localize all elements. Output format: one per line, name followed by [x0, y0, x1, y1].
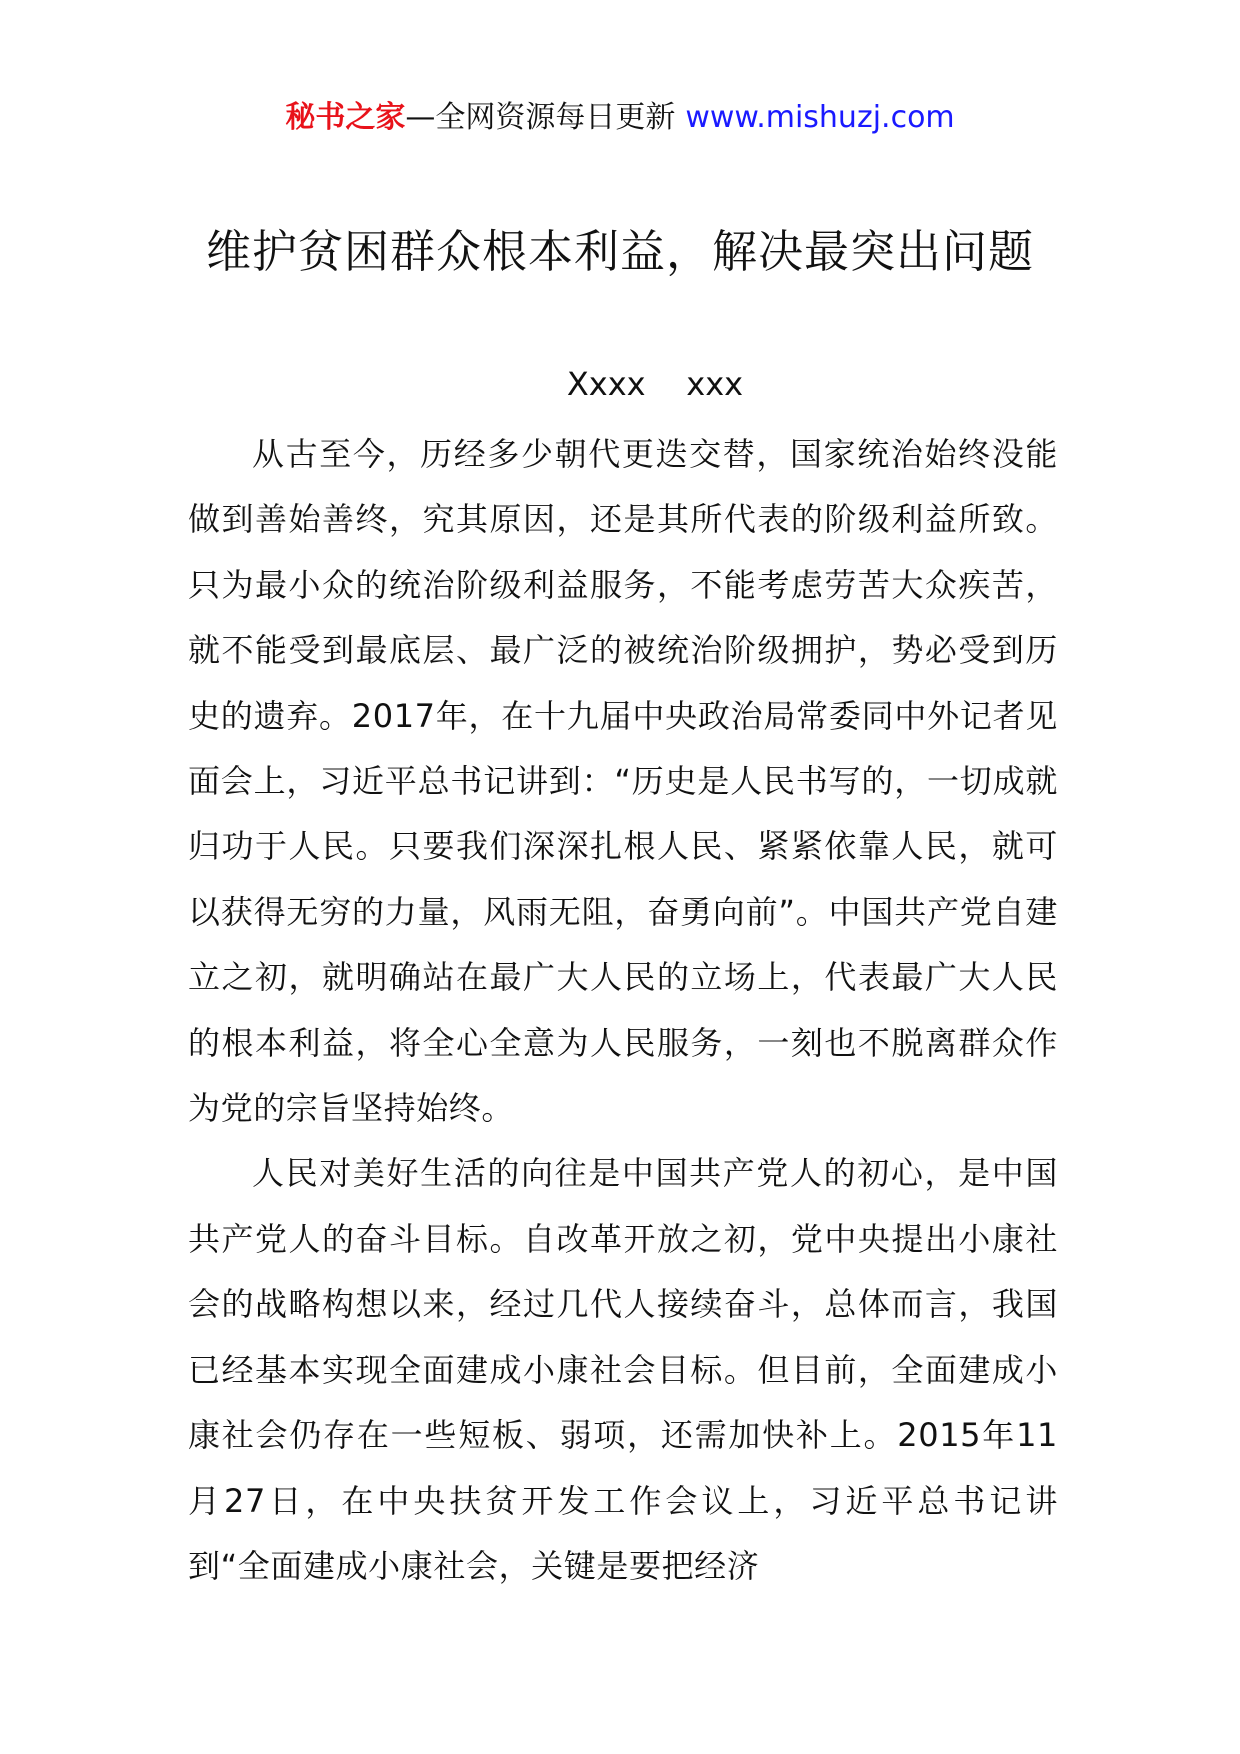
- site-brand: 秘书之家: [285, 100, 406, 135]
- document-author: Xxxx xxx: [566, 365, 744, 403]
- body-paragraph: 从古至今，历经多少朝代更迭交替，国家统治始终没能做到善始善终，究其原因，还是其所代表的阶级利益所致。只为最小众的统治阶级利益服务，不能考虑劳苦大众疾苦，就不能受到最底层、最广泛的被统治阶级拥护，势必受到历史的遗弃。2017年，在十九届中央政治局常委同中外记者见面会上，习近平总书记讲到：“历史是人民书写的，一切成就归功于人民。只要我们深深扎根人民、紧紧依靠人民，就可以获得无穷的力量，风雨无阻，奋勇向前”。中国共产党自建立之初，就明确站在最广大人民的立场上，代表最广大人民的根本利益，将全心全意为人民服务，一刻也不脱离群众作为党的宗旨坚持始终。: [188, 435, 1058, 1128]
- site-header: [0, 98, 1240, 138]
- site-url-link[interactable]: www.mishuzj.com: [685, 100, 955, 135]
- body-paragraph: 人民对美好生活的向往是中国共产党人的初心，是中国共产党人的奋斗目标。自改革开放之初，党中央提出小康社会的战略构想以来，经过几代人接续奋斗，总体而言，我国已经基本实现全面建成小康社会目标。但目前，全面建成小康社会仍存在一些短板、弱项，还需加快补上。2015年11月27日，在中央扶贫开发工作会议上，习近平总书记讲到“全面建成小康社会，关键是要把经济: [188, 1154, 1058, 1585]
- document-title: 维护贫困群众根本利益，解决最突出问题: [205, 225, 1034, 278]
- document-body: [188, 422, 1058, 1599]
- site-tagline: —全网资源每日更新: [405, 100, 676, 135]
